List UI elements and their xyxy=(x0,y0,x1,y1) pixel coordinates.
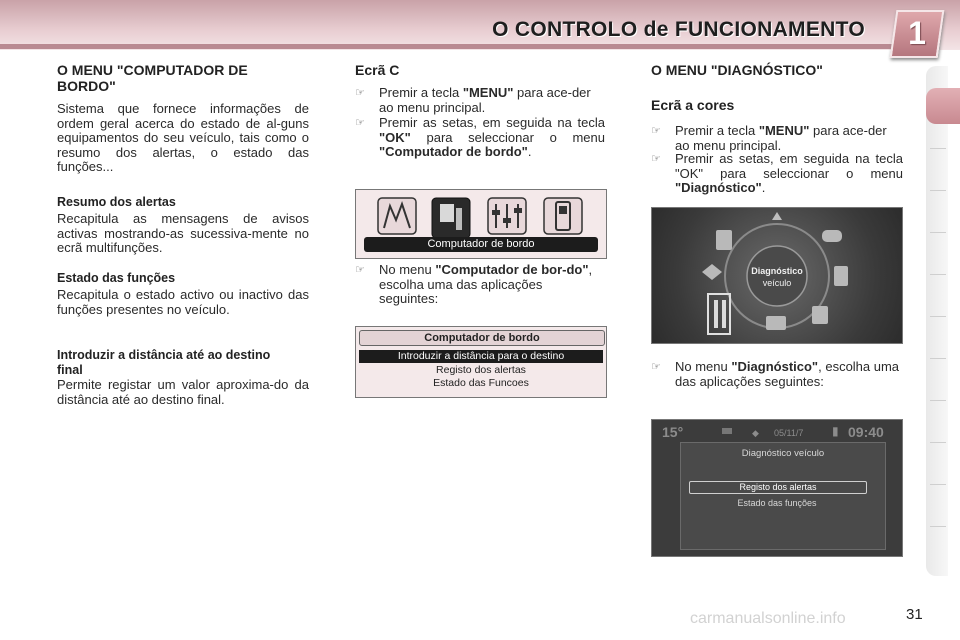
tab-divider xyxy=(930,442,946,443)
lcd-submenu-item: Registo dos alertas xyxy=(436,364,526,376)
active-chapter-tab xyxy=(926,88,960,124)
section-title: Resumo dos alertas xyxy=(57,195,176,209)
status-date: 05/11/7 xyxy=(774,428,804,438)
color-diagnostic-submenu-screen xyxy=(651,419,903,557)
submenu-panel-title: Diagnóstico veículo xyxy=(741,448,825,459)
submenu-item-selected: Registo dos alertas xyxy=(689,481,867,494)
section-text: Permite registar um valor aproxima-do da distância até ao destino final. xyxy=(57,377,309,407)
tab-divider xyxy=(930,274,946,275)
instruction-text: No menu "Diagnóstico", escolha uma das aplicações seguintes: xyxy=(675,359,900,389)
lcd-main-menu-screen xyxy=(355,189,607,259)
chapter-number: 1 xyxy=(908,15,926,51)
pointing-hand-icon: ☞ xyxy=(355,117,365,129)
pointing-hand-icon: ☞ xyxy=(355,87,365,99)
wheel-center-label-line2: veículo xyxy=(762,278,792,288)
middle-title: Ecrã C xyxy=(355,62,400,78)
chapter-badge xyxy=(890,10,945,58)
lcd-submenu-screen xyxy=(355,326,607,398)
tab-divider xyxy=(930,190,946,191)
status-temperature: 15° xyxy=(662,424,684,440)
pointing-hand-icon: ☞ xyxy=(651,361,661,373)
tab-divider xyxy=(930,358,946,359)
pointing-hand-icon: ☞ xyxy=(651,153,661,165)
pointing-hand-icon: ☞ xyxy=(651,125,661,137)
instruction-text: Premir a tecla "MENU" para ace-der ao menu principal. xyxy=(379,85,591,115)
status-clock: 09:40 xyxy=(848,424,884,440)
left-intro: Sistema que fornece informações de ordem geral acerca do estado de al-guns equipamentos do seu veículo, tais como o resumo dos alertas, o estado das funções... xyxy=(57,101,309,174)
tab-divider xyxy=(930,484,946,485)
status-marker: ◆ xyxy=(752,428,759,438)
instruction-text: Premir a tecla "MENU" para ace-der ao menu principal. xyxy=(675,123,887,153)
left-title: O MENU "COMPUTADOR DE BORDO" xyxy=(57,62,248,94)
right-subtitle: Ecrã a cores xyxy=(651,97,735,113)
instruction-text: Premir as setas, em seguida na tecla "OK" para seleccionar o menu "Diagnóstico". xyxy=(675,151,903,195)
wheel-center-label-line1: Diagnóstico xyxy=(751,266,803,276)
tab-divider xyxy=(930,400,946,401)
pointing-hand-icon: ☞ xyxy=(355,264,365,276)
lcd-submenu-title: Computador de bordo xyxy=(359,330,605,346)
side-tabs xyxy=(926,66,948,576)
tab-divider xyxy=(930,526,946,527)
watermark: carmanualsonline.info xyxy=(690,610,846,627)
page-number: 31 xyxy=(906,606,923,623)
header-band xyxy=(0,44,900,49)
color-diagnostic-wheel-screen xyxy=(651,207,903,344)
page-title: O CONTROLO de FUNCIONAMENTO xyxy=(492,18,865,41)
lcd-submenu-item-selected: Introduzir a distância para o destino xyxy=(359,350,603,363)
submenu-item: Estado das funções xyxy=(737,498,817,508)
status-signal-icon: ▮ xyxy=(832,424,839,438)
section-text: Recapitula o estado activo ou inactivo das funções presentes no veículo. xyxy=(57,287,309,317)
section-text: Recapitula as mensagens de avisos activas mostrando-as sucessiva-mente no ecrã multifunções. xyxy=(57,211,309,255)
lcd-submenu-item: Estado das Funcoes xyxy=(433,377,529,389)
right-title: O MENU "DIAGNÓSTICO" xyxy=(651,62,823,78)
instruction-text: Premir as setas, em seguida na tecla "OK" para seleccionar o menu "Computador de bordo". xyxy=(379,115,605,159)
status-icon xyxy=(722,428,732,434)
instruction-text: No menu "Computador de bor-do", escolha uma das aplicações seguintes: xyxy=(379,262,593,306)
tab-divider xyxy=(930,232,946,233)
tab-divider xyxy=(930,148,946,149)
section-title: Estado das funções xyxy=(57,271,176,285)
section-title: Introduzir a distância até ao destino final xyxy=(57,348,271,377)
tab-divider xyxy=(930,316,946,317)
lcd-selected-label: Computador de bordo xyxy=(427,238,535,250)
submenu-panel xyxy=(680,442,886,550)
